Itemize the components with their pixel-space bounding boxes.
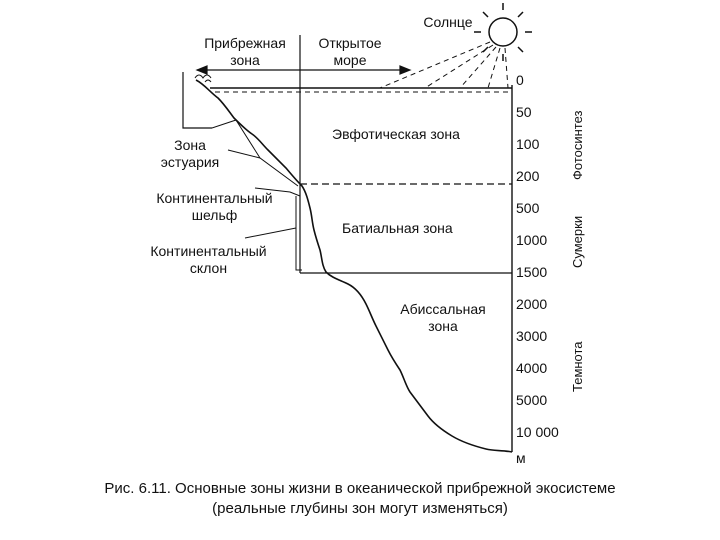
depth-tick: 0 xyxy=(516,72,524,88)
photosynthesis-label: Фотосинтез xyxy=(570,110,585,180)
open-sea-label: Открытое море xyxy=(318,35,382,68)
sun-icon xyxy=(474,3,532,61)
depth-tick: 5000 xyxy=(516,392,548,408)
depth-unit: м xyxy=(516,450,526,466)
abyssal-zone-label: Абиссальная зона xyxy=(400,301,486,334)
depth-tick: 100 xyxy=(516,136,540,152)
depth-tick: 4000 xyxy=(516,360,548,376)
estuary-label: Зона эстуария xyxy=(160,137,220,170)
depth-tick: 200 xyxy=(516,168,540,184)
darkness-label: Темнота xyxy=(570,341,585,392)
depth-tick: 50 xyxy=(516,104,532,120)
coastal-zone-label: Прибрежная зона xyxy=(204,35,286,68)
depth-tick: 1000 xyxy=(516,232,548,248)
sun-rays xyxy=(380,42,508,88)
depth-tick: 1500 xyxy=(516,264,548,280)
twilight-label: Сумерки xyxy=(570,215,585,268)
euphotic-zone-label: Эвфотическая зона xyxy=(332,126,460,142)
depth-tick: 2000 xyxy=(516,296,548,312)
shelf-label: Континентальный шельф xyxy=(156,190,273,223)
depth-tick: 500 xyxy=(516,200,540,216)
figure-caption-line1: Рис. 6.11. Основные зоны жизни в океанической прибрежной экосистеме xyxy=(104,480,616,497)
bathyal-zone-label: Батиальная зона xyxy=(342,220,453,236)
depth-tick: 3000 xyxy=(516,328,548,344)
sun-label: Солнце xyxy=(423,14,473,30)
depth-tick: 10 000 xyxy=(516,424,559,440)
figure-caption-line2: (реальные глубины зон могут изменяться) xyxy=(212,500,508,517)
slope-label: Континентальный склон xyxy=(150,243,267,276)
